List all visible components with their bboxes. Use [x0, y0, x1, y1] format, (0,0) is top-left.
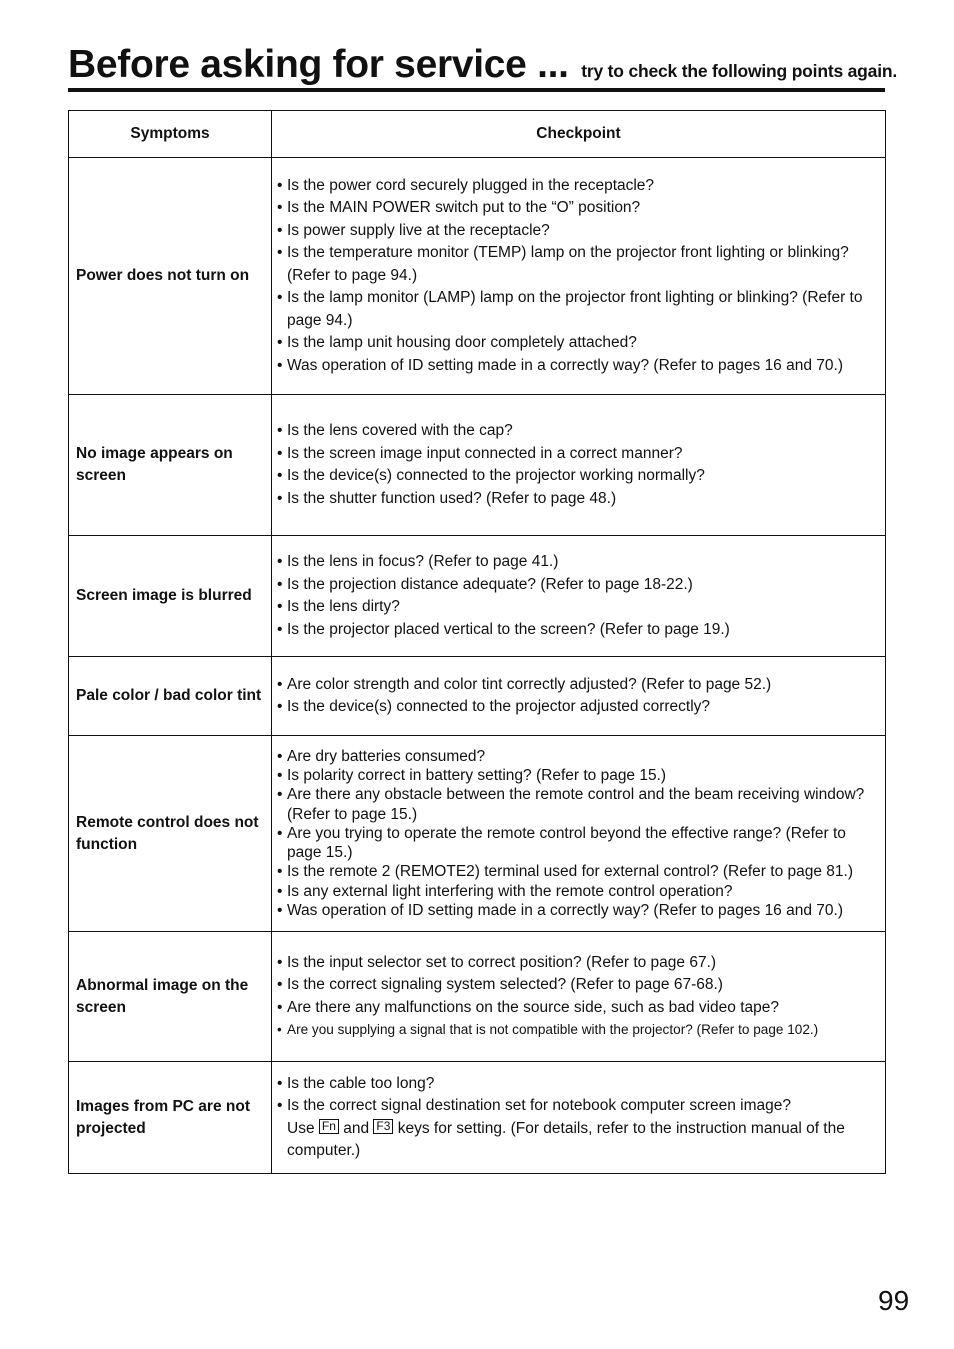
table-row	[69, 736, 886, 932]
list-item: • Is the device(s) connected to the projector working normally?	[276, 465, 875, 488]
table-row	[69, 932, 886, 1062]
list-item: • Is the device(s) connected to the projector adjusted correctly?	[276, 696, 875, 719]
symptom-cell: Pale color / bad color tint	[69, 657, 272, 736]
list-item: • Is the correct signaling system selected? (Refer to page 67-68.)	[276, 974, 875, 997]
symptom-cell: No image appears on screen	[69, 395, 272, 536]
keys-note-use: Use	[287, 1119, 315, 1137]
list-item: • Is the lens in focus? (Refer to page 41.)	[276, 551, 875, 574]
f3-key-box: F3	[373, 1119, 393, 1134]
list-item: • Are you trying to operate the remote control beyond the effective range? (Refer to page 15.)	[276, 824, 875, 863]
checkpoint-list	[276, 674, 875, 719]
checkpoint-cell	[272, 536, 886, 657]
checkpoint-list	[276, 952, 875, 1042]
list-item: • Is the lamp unit housing door completely attached?	[276, 332, 875, 355]
symptom-cell: Screen image is blurred	[69, 536, 272, 657]
checkpoint-cell	[272, 736, 886, 932]
list-item: • Are there any obstacle between the remote control and the beam receiving window? (Refer to page 15.)	[276, 785, 875, 824]
table-row	[69, 1062, 886, 1174]
list-item: • Is any external light interfering with the remote control operation?	[276, 882, 875, 901]
list-item: • Are dry batteries consumed?	[276, 747, 875, 766]
list-item: • Is polarity correct in battery setting? (Refer to page 15.)	[276, 766, 875, 785]
keys-note-rest: keys for setting. (For details, refer to the instruction manual of the computer.)	[287, 1119, 845, 1159]
troubleshooting-table	[68, 110, 886, 1174]
table-row	[69, 395, 886, 536]
list-item: • Is power supply live at the receptacle?	[276, 220, 875, 243]
symptom-cell: Remote control does not function	[69, 736, 272, 932]
page-title	[68, 44, 897, 92]
page-number: 99	[878, 1285, 910, 1316]
list-item-text: Is the correct signal destination set for notebook computer screen image?	[287, 1097, 792, 1114]
checkpoint-list	[276, 420, 875, 510]
list-item: • Is the lens covered with the cap?	[276, 420, 875, 443]
list-item: • Is the lamp monitor (LAMP) lamp on the projector front lighting or blinking? (Refer to page 94.)	[276, 287, 875, 332]
list-item: • Is the lens dirty?	[276, 596, 875, 619]
checkpoint-header: Checkpoint	[272, 111, 886, 158]
checkpoint-cell	[272, 657, 886, 736]
symptom-cell: Power does not turn on	[69, 158, 272, 395]
list-item: • Is the projection distance adequate? (Refer to page 18-22.)	[276, 574, 875, 597]
list-item: • Is the temperature monitor (TEMP) lamp on the projector front lighting or blinking? (Refer to page 94.)	[276, 242, 875, 287]
list-item: • Is the shutter function used? (Refer to page 48.)	[276, 488, 875, 511]
checkpoint-cell	[272, 1062, 886, 1174]
list-item: • Is the input selector set to correct position? (Refer to page 67.)	[276, 952, 875, 975]
list-item: • Is the power cord securely plugged in the receptacle?	[276, 175, 875, 198]
checkpoint-cell	[272, 395, 886, 536]
page-header	[68, 40, 898, 92]
keys-note-and: and	[343, 1119, 370, 1137]
title-subtitle: try to check the following points again.	[581, 61, 898, 81]
list-item: • Was operation of ID setting made in a correctly way? (Refer to pages 16 and 70.)	[276, 355, 875, 378]
title-main: Before asking for service ...	[68, 43, 569, 86]
checkpoint-cell	[272, 932, 886, 1062]
list-item: • Was operation of ID setting made in a correctly way? (Refer to pages 16 and 70.)	[276, 901, 875, 920]
checkpoint-list	[276, 747, 875, 921]
symptoms-header: Symptoms	[69, 111, 272, 158]
checkpoint-cell	[272, 158, 886, 395]
list-item: • Is the MAIN POWER switch put to the “O” position?	[276, 197, 875, 220]
table-row	[69, 158, 886, 395]
list-item	[276, 1095, 875, 1163]
list-item: • Are color strength and color tint correctly adjusted? (Refer to page 52.)	[276, 674, 875, 697]
table-row	[69, 536, 886, 657]
symptom-cell: Images from PC are not projected	[69, 1062, 272, 1174]
symptom-cell: Abnormal image on the screen	[69, 932, 272, 1062]
checkpoint-list	[276, 175, 875, 378]
list-item: • Is the remote 2 (REMOTE2) terminal used for external control? (Refer to page 81.)	[276, 862, 875, 881]
list-item: • Are there any malfunctions on the source side, such as bad video tape?	[276, 997, 875, 1020]
list-item: • Is the projector placed vertical to the screen? (Refer to page 19.)	[276, 619, 875, 642]
list-item: • Is the screen image input connected in a correct manner?	[276, 443, 875, 466]
checkpoint-list	[276, 551, 875, 641]
table-header-row	[69, 111, 886, 158]
table-row	[69, 657, 886, 736]
list-item: • Are you supplying a signal that is not compatible with the projector? (Refer to page 102.)	[276, 1019, 875, 1042]
fn-key-box: Fn	[319, 1119, 339, 1134]
checkpoint-list	[276, 1073, 875, 1163]
list-item: • Is the cable too long?	[276, 1073, 875, 1096]
